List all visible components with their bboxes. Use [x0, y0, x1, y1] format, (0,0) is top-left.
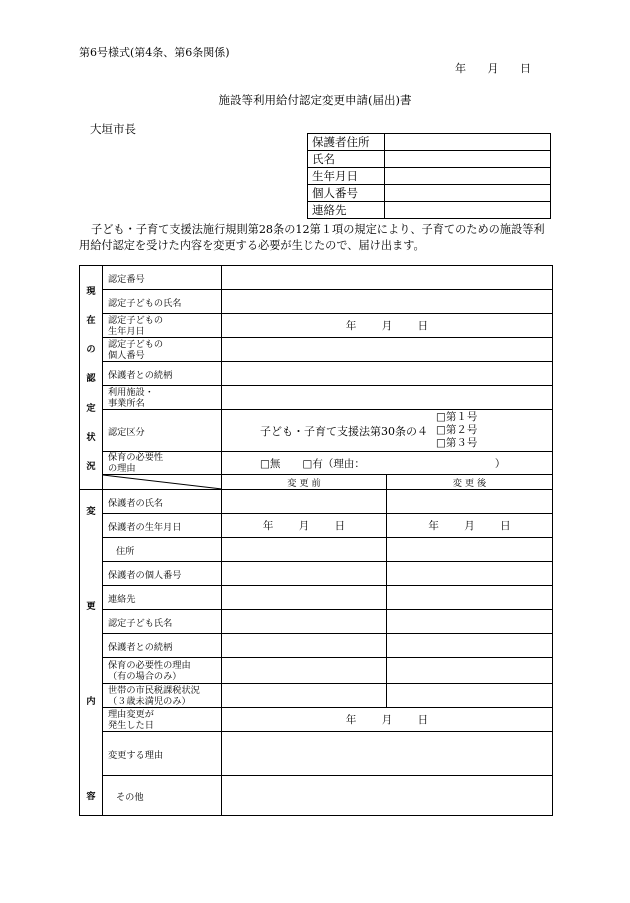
guardian-birth-after[interactable] [387, 514, 553, 538]
guardian-birth-before[interactable] [222, 514, 387, 538]
label-guardian-address: 保護者住所 [312, 135, 370, 149]
guardian-address-field[interactable] [385, 134, 551, 151]
category-options [436, 411, 477, 450]
reason-field[interactable] [222, 732, 553, 776]
row-child-birth [80, 314, 553, 338]
label-child-name-change: 認定子ども氏名 [108, 617, 173, 629]
row-guardian-birth [80, 514, 553, 538]
section-title-char: 状 [86, 432, 96, 444]
guardian-id-before[interactable] [222, 562, 387, 586]
section-title-char: の [86, 344, 96, 356]
diagonal-line [103, 475, 222, 489]
date-value: 年 月 日 [345, 714, 429, 726]
label-contact-change: 連絡先 [108, 593, 136, 605]
child-birth-field[interactable] [222, 314, 553, 338]
applicant-row-contact [308, 202, 551, 219]
category-law-text: 子ども・子育て支援法第30条の４ [260, 424, 428, 438]
row-guardian-name [80, 490, 553, 514]
section-title-char: 容 [86, 791, 96, 803]
row-child-name-change [80, 610, 553, 634]
before-header: 変 更 前 [222, 475, 387, 490]
cert-number-field[interactable] [222, 266, 553, 290]
row-reason [80, 732, 553, 776]
child-name-after[interactable] [387, 610, 553, 634]
necessity-none-checkbox[interactable]: □無 [260, 457, 281, 470]
label-personal-number: 個人番号 [312, 186, 358, 200]
row-facility [80, 386, 553, 410]
section-title-char: 変 [86, 505, 96, 517]
necessity-before[interactable] [222, 658, 387, 684]
child-birth-value: 年 月 日 [345, 320, 429, 332]
category-option-2[interactable]: □第２号 [436, 424, 478, 436]
label-date-1: 理由変更が [108, 708, 154, 720]
date-field[interactable] [222, 708, 553, 732]
diagonal-header-cell [103, 475, 222, 490]
label-category: 認定区分 [108, 426, 145, 438]
row-cert-number [80, 266, 553, 290]
row-relation [80, 362, 553, 386]
label-guardian-id: 保護者の個人番号 [108, 569, 182, 581]
label-birthdate: 生年月日 [312, 169, 358, 183]
row-child-name [80, 290, 553, 314]
personal-number-field[interactable] [385, 185, 551, 202]
applicant-table [307, 133, 551, 219]
necessity-after[interactable] [387, 658, 553, 684]
label-child-id-1: 認定子どもの [108, 338, 164, 350]
applicant-row-id [308, 185, 551, 202]
guardian-name-before[interactable] [222, 490, 387, 514]
applicant-row-name [308, 151, 551, 168]
guardian-id-after[interactable] [387, 562, 553, 586]
tax-before[interactable] [222, 684, 387, 708]
label-tax-2: （３歳未満児のみ） [108, 695, 191, 707]
address-before[interactable] [222, 538, 387, 562]
child-name-before[interactable] [222, 610, 387, 634]
label-necessity-change-1: 保育の必要性の理由 [108, 659, 191, 671]
section-title-char: 定 [86, 402, 96, 414]
category-option-1[interactable]: □第１号 [436, 411, 478, 423]
label-guardian-birth: 保護者の生年月日 [108, 521, 182, 533]
name-field[interactable] [385, 151, 551, 168]
category-field [222, 410, 553, 452]
section-title-char: 認 [86, 373, 96, 385]
row-category [80, 410, 553, 452]
row-contact [80, 586, 553, 610]
label-tax-1: 世帯の市民税課税状況 [108, 684, 200, 696]
section-title-char: 更 [86, 600, 96, 612]
label-necessity-change-2: （有の場合のみ） [108, 670, 182, 682]
relation-field[interactable] [222, 362, 553, 386]
label-child-name: 認定子どもの氏名 [108, 297, 182, 309]
necessity-yes-checkbox[interactable]: □有（理由： [302, 457, 365, 470]
label-name: 氏名 [312, 152, 335, 166]
row-date [80, 708, 553, 732]
label-date-2: 発生した日 [108, 719, 154, 731]
label-cert-number: 認定番号 [108, 273, 145, 285]
submission-date: 年 月 日 [455, 62, 531, 75]
guardian-name-after[interactable] [387, 490, 553, 514]
applicant-row-address [308, 134, 551, 151]
necessity-close-paren: ） [494, 457, 506, 470]
facility-field[interactable] [222, 386, 553, 410]
necessity-field [222, 452, 553, 475]
row-other [80, 776, 553, 816]
label-necessity-2: の理由 [108, 463, 136, 474]
section-title-char: 況 [86, 461, 96, 473]
label-contact: 連絡先 [312, 203, 347, 217]
section-title-char: 在 [86, 314, 96, 326]
address-after[interactable] [387, 538, 553, 562]
row-address [80, 538, 553, 562]
section-title-char: 内 [86, 696, 96, 708]
main-table [79, 265, 553, 816]
row-child-id [80, 338, 553, 362]
label-address: 住所 [116, 545, 135, 557]
contact-field[interactable] [385, 202, 551, 219]
guardian-birth-before-value: 年 月 日 [262, 520, 346, 532]
row-relation-change [80, 634, 553, 658]
row-tax [80, 684, 553, 708]
other-field[interactable] [222, 776, 553, 816]
contact-before[interactable] [222, 586, 387, 610]
label-reason: 変更する理由 [108, 749, 164, 761]
label-guardian-name: 保護者の氏名 [108, 497, 164, 509]
relation-after[interactable] [387, 634, 553, 658]
label-facility-1: 利用施設・ [108, 386, 154, 398]
row-change-header [80, 475, 553, 490]
addressee: 大垣市長 [90, 122, 136, 136]
birthdate-field[interactable] [385, 168, 551, 185]
contact-after[interactable] [387, 586, 553, 610]
applicant-row-birth [308, 168, 551, 185]
relation-before[interactable] [222, 634, 387, 658]
row-necessity-change [80, 658, 553, 684]
label-other: その他 [116, 791, 144, 803]
tax-after[interactable] [387, 684, 553, 708]
child-id-field[interactable] [222, 338, 553, 362]
current-section-title [80, 266, 103, 490]
form-number: 第6号様式(第4条、第6条関係) [79, 46, 230, 59]
row-guardian-id [80, 562, 553, 586]
form-title: 施設等利用給付認定変更申請(届出)書 [218, 93, 412, 107]
label-relation-change: 保護者との続柄 [108, 641, 173, 653]
change-section-label [80, 503, 102, 803]
label-child-birth-2: 生年月日 [108, 325, 145, 337]
guardian-birth-after-value: 年 月 日 [428, 520, 511, 532]
intro-text: 子ども・子育て支援法施行規則第28条の12第１項の規定により、子育てのための施設等利用給付認定を受けた内容を変更する必要が生じたので、届け出ます。 [79, 223, 545, 252]
label-necessity-1: 保育の必要性 [108, 452, 164, 463]
current-section-label [80, 283, 102, 473]
after-header: 変 更 後 [387, 475, 553, 490]
category-option-3[interactable]: □第３号 [436, 437, 478, 449]
child-name-field[interactable] [222, 290, 553, 314]
label-relation: 保護者との続柄 [108, 369, 173, 381]
row-necessity [80, 452, 553, 475]
change-section-title [80, 490, 103, 816]
label-facility-2: 事業所名 [108, 397, 145, 409]
label-child-birth-1: 認定子どもの [108, 314, 164, 326]
section-title-char: 現 [86, 285, 96, 297]
label-child-id-2: 個人番号 [108, 349, 145, 361]
